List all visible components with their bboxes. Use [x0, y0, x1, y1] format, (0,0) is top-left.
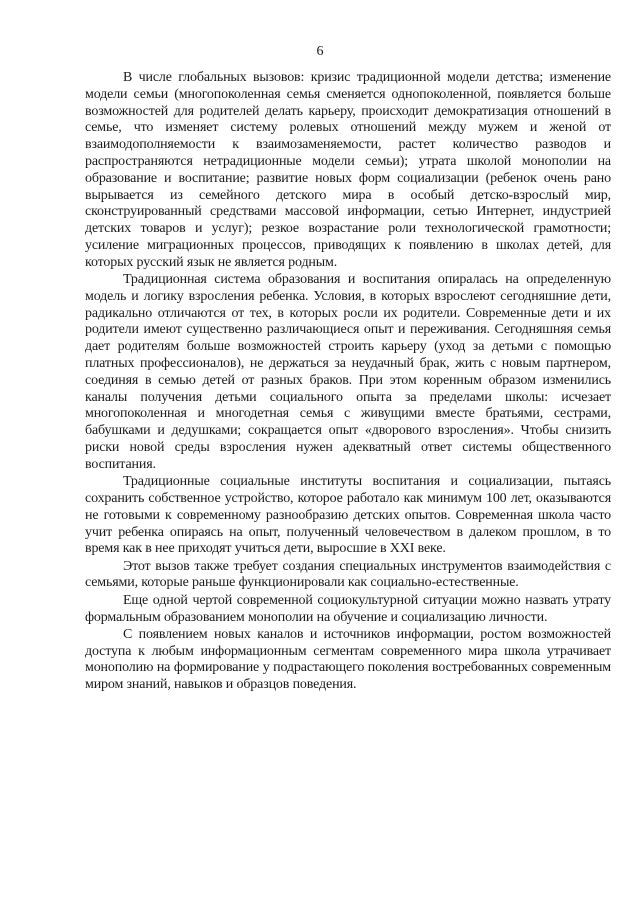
paragraph-traditional-system: Традиционная система образования и воспитания опиралась на определенную модель и логику взросления ребенка. Условия, в которых взрослеют сегодняшние дети, радикально отличаются от тех, в которых росли их родители. Современные дети и их родители имеют существенно различающиеся опыт и переживания. Сегодняшняя семья дает родителям больше возможностей строить карьеру (уход за детьми с помощью платных профессионалов), не держаться за неудачный брак, жить с новым партнером, соединяя в семью детей от разных браков. При этом коренным образом изменились каналы получения детьми социального опыта за пределами школы: исчезает многопоколенная и многодетная семья с живущими вместе братьями, сестрами, бабушками и дедушками; сокращается опыт «дворового взросления». Чтобы снизить риски новой среды взросления нужен адекватный ответ системы общественного воспитания.	[85, 272, 611, 472]
paragraph-monopoly-loss: Еще одной чертой современной социокультурной ситуации можно назвать утрату формальным образованием монополии на обучение и социализацию личности.	[85, 592, 611, 625]
text-body	[85, 70, 611, 694]
paragraph-global-challenges: В числе глобальных вызовов: кризис традиционной модели детства; изменение модели семьи (многопоколенная семья сменяется однопоколенной, появляется больше возможностей для родителей делать карьеру, происходит демократизация отношений в семье, что изменяет систему ролевых отношений между мужем и женой от взаимодополняемости к взаимозаменяемости, растет количество разводов и распространяются нетрадиционные модели семьи); утрата школой монополии на образование и воспитание; развитие новых форм социализации (ребенок очень рано вырывается из семейного детского мира в особый детско-взрослый мир, сконструированный средствами массовой информации, сетью Интернет, индустрией детских товаров и услуг); резкое возрастание роли технологической грамотности; усиление миграционных процессов, приводящих к появлению в школах детей, для которых русский язык не является родным.	[85, 70, 611, 270]
page-number: 6	[316, 44, 324, 59]
paragraph-information-channels: С появлением новых каналов и источников информации, ростом возможностей доступа к любым информационным сегментам современного мира школа утрачивает монополию на формирование у подрастающего поколения востребованных современным миром знаний, навыков и образцов поведения.	[85, 626, 611, 693]
paragraph-social-institutions: Традиционные социальные институты воспитания и социализации, пытаясь сохранить собственное устройство, которое работало как минимум 100 лет, оказываются не готовыми к современному разнообразию детских опытов. Современная школа часто учит ребенка опираясь на опыт, полученный человечеством в далеком прошлом, в то время как в нее приходят учиться дети, выросшие в XXI веке.	[85, 474, 611, 557]
paragraph-family-interaction: Этот вызов также требует создания специальных инструментов взаимодействия с семьями, которые раньше функционировали как социально-естественные.	[85, 558, 611, 591]
